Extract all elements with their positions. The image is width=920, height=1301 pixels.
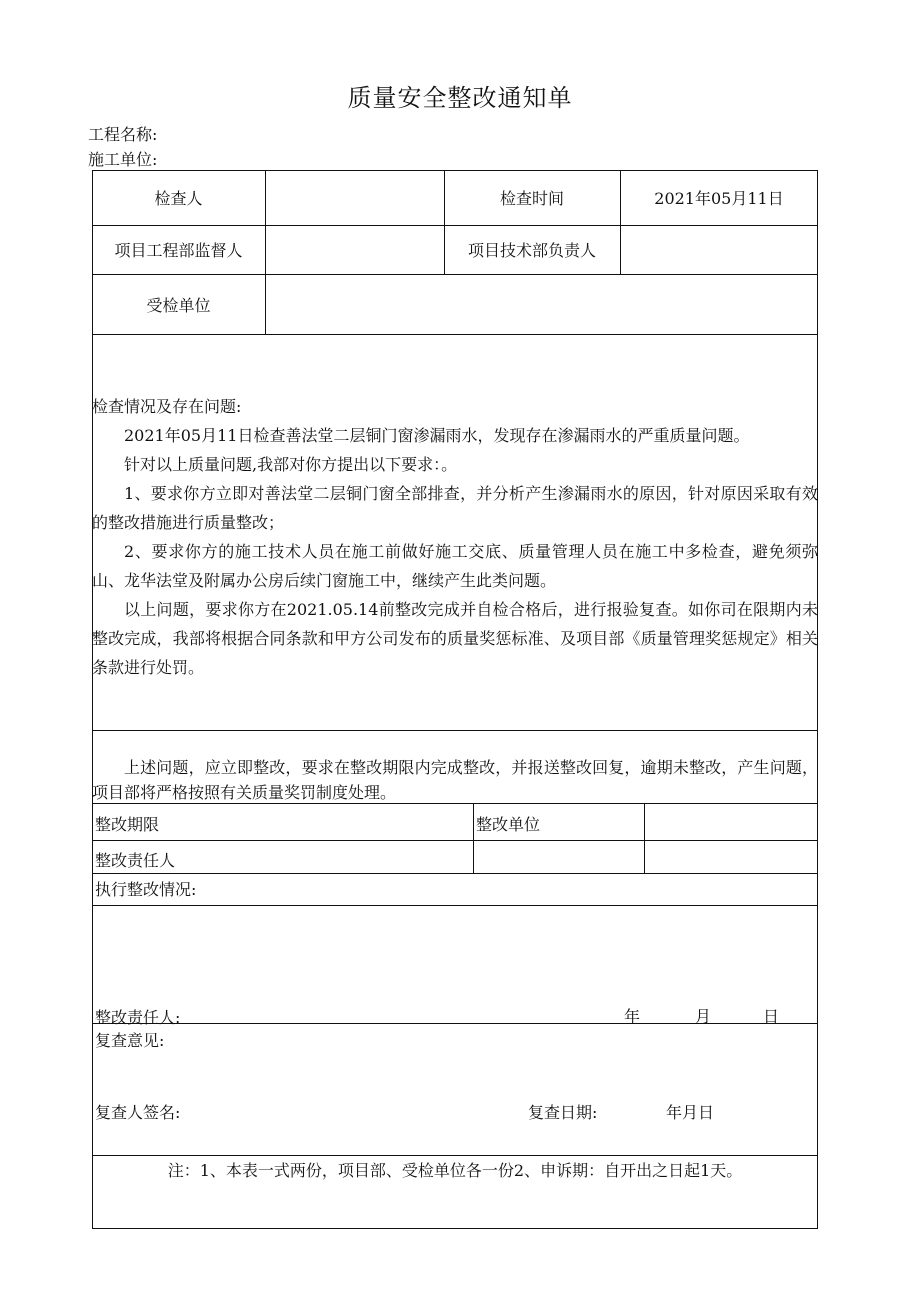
row-divider: [92, 334, 818, 335]
project-name-label: 工程名称:: [88, 125, 158, 144]
row-divider: [92, 840, 818, 841]
review-date-label: 复查日期:: [528, 1103, 598, 1122]
tech-head-label: 项目技术部负责人: [467, 241, 596, 260]
findings-paragraph: 2、要求你方的施工技术人员在施工前做好施工交底、质量管理人员在施工中多检查，避免须弥山、龙华法堂及附属办公房后续门窗施工中，继续产生此类问题。: [92, 542, 818, 590]
inspector-label: 检查人: [154, 189, 203, 208]
rectify-unit-label: 整改单位: [476, 815, 541, 834]
findings-paragraph: 以上问题，要求你方在2021.05.14前整改完成并自检合格后，进行报验复查。如你司在限期内未整改完成，我部将根据合同条款和甲方公司发布的质量奖惩标准、及项目部《质量管理奖惩规定》相关条款进行处罚。: [92, 600, 818, 677]
pm-supervisor-value[interactable]: [265, 225, 444, 274]
review-heading: 复查意见:: [95, 1031, 165, 1050]
execution-month: 月: [695, 1007, 712, 1026]
contractor-label: 施工单位:: [88, 150, 158, 169]
findings-section: [92, 392, 818, 682]
notice-text: 上述问题，应立即整改，要求在整改期限内完成整改，并报送整改回复，逾期未整改，产生问题，项目部将严格按照有关质量奖罚制度处理。: [92, 758, 818, 802]
execution-year: 年: [624, 1007, 641, 1026]
row-divider: [92, 730, 818, 731]
execution-heading: 执行整改情况:: [95, 880, 197, 899]
row-divider: [92, 873, 818, 874]
row-divider: [92, 905, 818, 906]
inspector-value[interactable]: [265, 170, 444, 225]
document-title: 质量安全整改通知单: [347, 84, 573, 112]
findings-paragraph: 针对以上质量问题,我部对你方提出以下要求：。: [124, 455, 458, 474]
col-divider: [473, 803, 474, 873]
review-date-suffix: 年月日: [666, 1103, 715, 1122]
col-divider: [644, 803, 645, 873]
findings-paragraph: 1、要求你方立即对善法堂二层铜门窗全部排查，并分析产生渗漏雨水的原因，针对原因采取有效的整改措施进行质量整改；: [92, 484, 818, 532]
responsible-label: 整改责任人: [95, 851, 176, 870]
deadline-label: 整改期限: [95, 815, 160, 834]
inspection-time-label: 检查时间: [499, 189, 564, 208]
footnote: 注：1、本表一式两份，项目部、受检单位各一份2、申诉期：自开出之日起1天。: [167, 1161, 743, 1180]
notice-section: [92, 755, 818, 805]
row-divider: [92, 1155, 818, 1156]
execution-signer-label: 整改责任人:: [95, 1008, 181, 1027]
inspected-unit-value[interactable]: [265, 274, 818, 334]
findings-paragraph: 2021年05月11日检查善法堂二层铜门窗渗漏雨水，发现存在渗漏雨水的严重质量问题。: [124, 426, 750, 445]
findings-heading: 检查情况及存在问题:: [92, 397, 242, 416]
execution-day: 日: [763, 1007, 780, 1026]
tech-head-value[interactable]: [620, 225, 818, 274]
inspected-unit-label: 受检单位: [146, 295, 211, 315]
pm-supervisor-label: 项目工程部监督人: [114, 241, 243, 260]
review-signer-label: 复查人签名:: [95, 1103, 181, 1122]
inspection-time-value[interactable]: 2021年05月11日: [654, 189, 784, 208]
